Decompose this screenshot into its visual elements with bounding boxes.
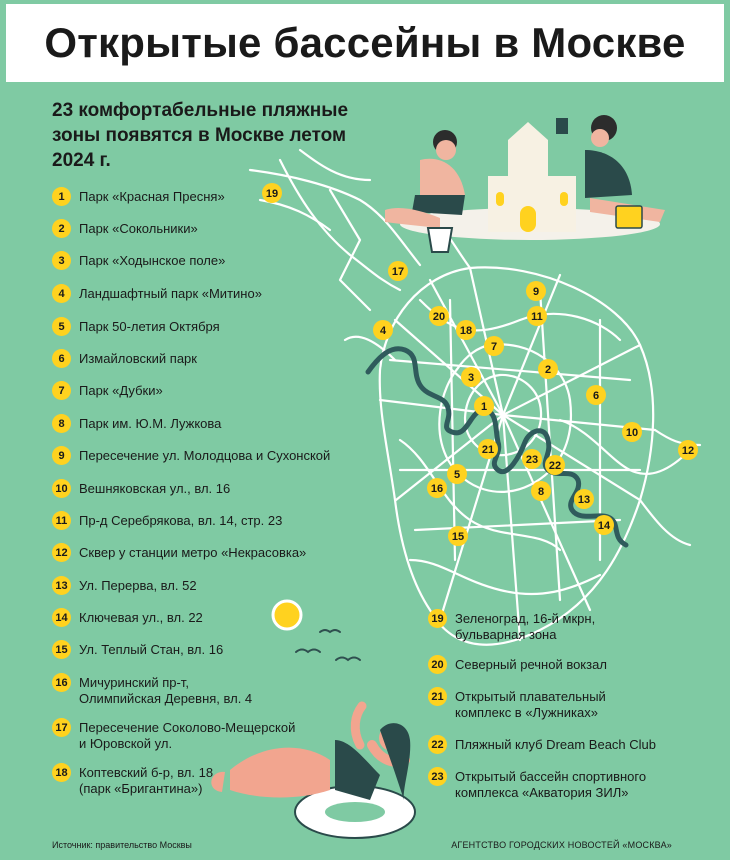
map-marker-22 — [545, 455, 565, 475]
location-item — [428, 656, 607, 674]
location-item — [52, 252, 225, 270]
location-name: Сквер у станции метро «Некрасовка» — [79, 545, 307, 560]
source-note: Источник: правительство Москвы — [52, 840, 192, 850]
location-number-badge: 10 — [52, 479, 71, 498]
location-number-badge: 22 — [428, 735, 447, 754]
location-name: Ул. Теплый Стан, вл. 16 — [79, 642, 224, 657]
location-name: Парк им. Ю.М. Лужкова — [79, 416, 222, 431]
location-number-badge: 20 — [428, 655, 447, 674]
location-name: Ключевая ул., вл. 22 — [79, 610, 203, 625]
location-number-badge: 18 — [52, 763, 71, 782]
map-marker-label: 4 — [379, 325, 387, 337]
location-number-badge: 6 — [52, 349, 71, 368]
map-marker-label: 23 — [525, 454, 539, 466]
map-marker-10 — [622, 422, 642, 442]
map-marker-label: 13 — [577, 494, 591, 506]
map-marker-18 — [456, 320, 476, 340]
location-name: Парк 50-летия Октября — [79, 319, 220, 334]
location-name: Пр-д Серебрякова, вл. 14, стр. 23 — [79, 513, 283, 528]
map-marker-12 — [678, 440, 698, 460]
map-marker-label: 21 — [481, 444, 495, 456]
map-marker-8 — [531, 481, 551, 501]
location-number-badge: 14 — [52, 608, 71, 627]
map-marker-4 — [373, 320, 393, 340]
location-name: Коптевский б-р, вл. 18 (парк «Бригантина») — [79, 765, 214, 796]
location-name: Ул. Перерва, вл. 52 — [79, 578, 197, 593]
map-marker-label: 3 — [467, 372, 475, 384]
location-item — [52, 480, 230, 498]
location-item — [428, 736, 656, 754]
location-item — [52, 544, 306, 562]
map-marker-17 — [388, 261, 408, 281]
location-name: Зеленоград, 16-й мкрн, бульварная зона — [455, 611, 596, 642]
map-marker-label: 11 — [531, 311, 543, 323]
location-item — [52, 318, 220, 336]
map-marker-1 — [474, 396, 494, 416]
map-marker-label: 19 — [265, 188, 279, 200]
map-marker-label: 8 — [537, 486, 545, 498]
location-item — [52, 674, 252, 707]
map-marker-14 — [594, 515, 614, 535]
location-item — [52, 382, 163, 400]
sandcastle-illustration — [385, 115, 665, 252]
location-number-badge: 23 — [428, 767, 447, 786]
location-number-badge: 4 — [52, 284, 71, 303]
location-item — [52, 220, 198, 238]
map-marker-label: 17 — [391, 266, 405, 278]
map-marker-15 — [448, 526, 468, 546]
location-name: Пляжный клуб Dream Beach Club — [455, 737, 657, 752]
location-number-badge: 2 — [52, 219, 71, 238]
location-number-badge: 21 — [428, 687, 447, 706]
location-name: Парк «Ходынское поле» — [79, 253, 226, 268]
location-item — [52, 764, 213, 797]
map-marker-label: 22 — [548, 460, 562, 472]
map-marker-label: 2 — [544, 364, 552, 376]
map-marker-9 — [526, 281, 546, 301]
map-marker-label: 16 — [430, 483, 444, 495]
map-marker-2 — [538, 359, 558, 379]
subtitle: 23 комфортабельные пляжные зоны появятся в Москве летом 2024 г. — [52, 100, 349, 171]
location-name: Мичуринский пр-т, Олимпийская Деревня, вл. 4 — [79, 675, 253, 706]
birds-illustration — [296, 630, 360, 660]
location-item — [52, 415, 221, 433]
map-marker-16 — [427, 478, 447, 498]
map-marker-label: 18 — [459, 325, 473, 337]
location-item — [52, 641, 223, 659]
map-marker-label: 9 — [532, 286, 540, 298]
location-number-badge: 13 — [52, 576, 71, 595]
location-item — [52, 609, 203, 627]
location-number-badge: 11 — [52, 511, 71, 530]
map-marker-label: 15 — [451, 531, 465, 543]
map-marker-label: 12 — [681, 445, 695, 457]
location-number-badge: 9 — [52, 446, 71, 465]
location-item — [52, 512, 282, 530]
map-marker-13 — [574, 489, 594, 509]
map-marker-7 — [484, 336, 504, 356]
location-number-badge: 7 — [52, 381, 71, 400]
location-item — [52, 447, 330, 465]
agency-credit: АГЕНТСТВО ГОРОДСКИХ НОВОСТЕЙ «МОСКВА» — [451, 840, 672, 850]
map-marker-5 — [447, 464, 467, 484]
location-name: Ландшафтный парк «Митино» — [79, 286, 262, 301]
location-name: Пересечение ул. Молодцова и Сухонской — [79, 448, 331, 463]
location-name: Парк «Красная Пресня» — [79, 189, 225, 204]
map-marker-label: 7 — [490, 341, 498, 353]
location-name: Открытый плавательный комплекс в «Лужниках» — [455, 689, 606, 720]
map-marker-3 — [461, 367, 481, 387]
map-marker-20 — [429, 306, 449, 326]
location-name: Парк «Сокольники» — [79, 221, 198, 236]
location-number-badge: 1 — [52, 187, 71, 206]
location-number-badge: 16 — [52, 673, 71, 692]
location-number-badge: 19 — [428, 609, 447, 628]
location-number-badge: 8 — [52, 414, 71, 433]
location-item — [428, 610, 595, 643]
location-item — [52, 719, 295, 752]
location-number-badge: 12 — [52, 543, 71, 562]
location-item — [52, 577, 197, 595]
map-marker-label: 20 — [432, 311, 446, 323]
map-marker-label: 10 — [625, 427, 639, 439]
location-item — [428, 688, 606, 721]
location-name: Пересечение Соколово-Мещерской и Юровской ул. — [79, 720, 296, 751]
location-number-badge: 15 — [52, 640, 71, 659]
map-marker-21 — [478, 439, 498, 459]
map-marker-label: 14 — [597, 520, 611, 532]
location-name: Открытый бассейн спортивного комплекса «Акватория ЗИЛ» — [455, 769, 647, 800]
map-marker-label: 5 — [453, 469, 461, 481]
sun-illustration — [273, 601, 301, 629]
location-number-badge: 3 — [52, 251, 71, 270]
map-marker-11 — [527, 306, 547, 326]
location-name: Вешняковская ул., вл. 16 — [79, 481, 231, 496]
location-item — [52, 188, 225, 206]
location-number-badge: 5 — [52, 317, 71, 336]
page-title: Открытые бассейны в Москве — [44, 19, 686, 66]
location-item — [52, 285, 262, 303]
map-marker-label: 6 — [592, 390, 600, 402]
location-item — [52, 350, 197, 368]
location-name: Измайловский парк — [79, 351, 197, 366]
map-marker-6 — [586, 385, 606, 405]
location-name: Северный речной вокзал — [455, 657, 607, 672]
map-marker-label: 1 — [480, 401, 488, 413]
location-item — [428, 768, 646, 801]
location-number-badge: 17 — [52, 718, 71, 737]
location-name: Парк «Дубки» — [79, 383, 163, 398]
map-marker-19 — [262, 183, 282, 203]
map-marker-23 — [522, 449, 542, 469]
